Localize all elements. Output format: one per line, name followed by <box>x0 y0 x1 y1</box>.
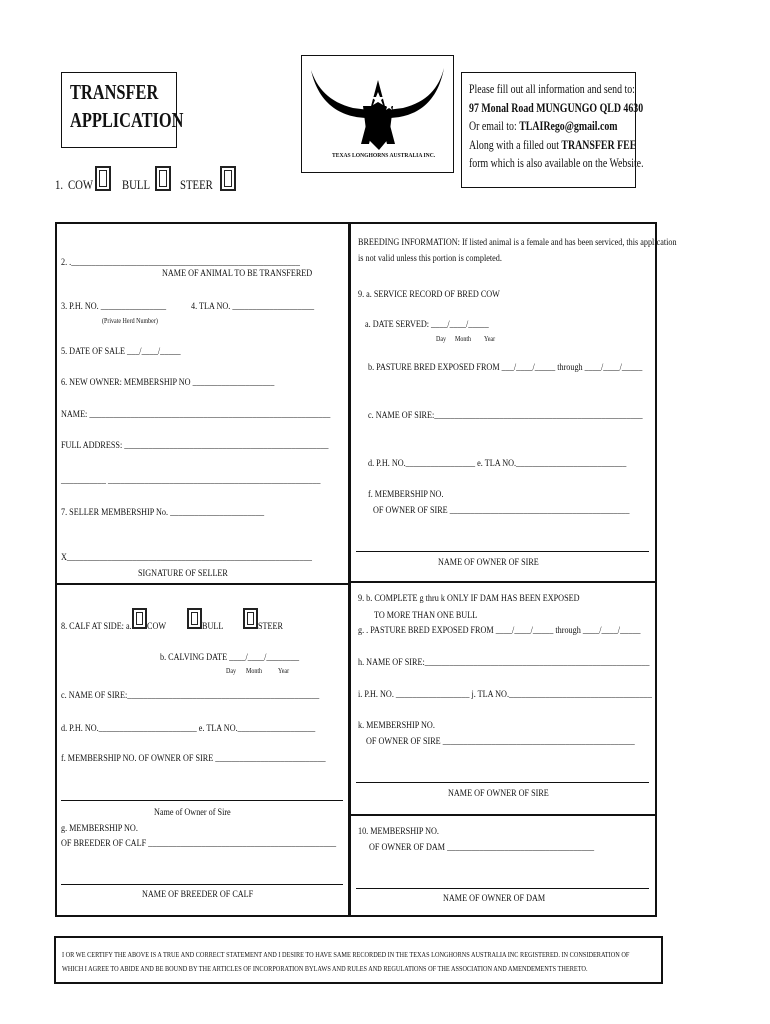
animal-type-cow-label: COW <box>68 178 94 192</box>
ph-no-sublabel: (Private Herd Number) <box>102 317 158 325</box>
calving-year-label: Year <box>278 667 290 675</box>
animal-type-steer-label: STEER <box>180 178 213 192</box>
multi-sire-owner-membership-field[interactable]: OF OWNER OF SIRE _______________________________________________ <box>366 737 635 747</box>
multi-bull-heading-1: 9. b. COMPLETE g thru k ONLY IF DAM HAS BEEN EXPOSED <box>358 594 580 604</box>
calf-bull-checkbox[interactable] <box>187 608 202 629</box>
multi-sire-membership-label: k. MEMBERSHIP NO. <box>358 721 435 731</box>
calf-cow-checkbox[interactable] <box>132 608 147 629</box>
breeder-name-line[interactable] <box>61 884 343 885</box>
logo-text: TEXAS LONGHORNS AUSTRALIA INC. <box>332 152 436 159</box>
certification-line1: I OR WE CERTIFY THE ABOVE IS A TRUE AND CORRECT STATEMENT AND I DESIRE TO HAVE SAME RECORDED IN THE TEXAS LONGHORNS AUSTRALIA INC REGISTERED. IN CONSIDERATION OF <box>62 950 630 959</box>
multi-sire-name-field[interactable]: h. NAME OF SIRE:_______________________________________________________ <box>358 658 650 668</box>
dam-membership-label: 10. MEMBERSHIP NO. <box>358 827 439 837</box>
certification-line2: WHICH I AGREE TO ABIDE AND BE BOUND BY THE ARTICLES OF INCORPORATION BYLAWS AND RULES AND REGULATIONS OF THE ASSOCIATION AND AMENDEMENTS THERETO. <box>62 964 588 973</box>
new-owner-membership-field[interactable]: 6. NEW OWNER: MEMBERSHIP NO ____________________ <box>61 378 275 388</box>
date-served-month-label: Month <box>455 335 472 343</box>
seller-membership-field[interactable]: 7. SELLER MEMBERSHIP No. _______________________ <box>61 508 265 518</box>
fee-prefix: Along with a filled out <box>469 137 562 152</box>
certification-box <box>54 936 663 984</box>
dam-owner-name-label: NAME OF OWNER OF DAM <box>443 894 546 904</box>
animal-name-field[interactable]: 2. .________________________________________________________ <box>61 258 300 268</box>
seller-signature-label: SIGNATURE OF SELLER <box>138 569 228 579</box>
transfer-fee-text: TRANSFER FEE <box>561 137 637 152</box>
calf-sire-name-field[interactable]: c. NAME OF SIRE:_______________________________________________ <box>61 691 320 701</box>
pasture-bred-field[interactable]: b. PASTURE BRED EXPOSED FROM ___/____/_____ through ____/____/_____ <box>368 363 643 373</box>
seller-signature-field[interactable]: X____________________________________________________________ <box>61 553 313 563</box>
calving-day-label: Day <box>226 667 237 675</box>
calf-bull-label: BULL <box>202 622 224 632</box>
date-served-day-label: Day <box>436 335 447 343</box>
calf-sire-owner-name-line[interactable] <box>61 800 343 801</box>
calf-steer-checkbox[interactable] <box>243 608 258 629</box>
calf-at-side-label: 8. CALF AT SIDE: a. <box>61 622 132 632</box>
multi-pasture-bred-field[interactable]: g. . PASTURE BRED EXPOSED FROM ____/____/_____ through ____/____/_____ <box>358 626 641 636</box>
bull-checkbox[interactable] <box>155 166 171 191</box>
breeding-info-line2: is not valid unless this portion is completed. <box>358 254 502 264</box>
left-section-divider-1 <box>56 583 349 585</box>
sire-owner-name-line[interactable] <box>356 551 649 552</box>
tla-no-field[interactable]: 4. TLA NO. ____________________ <box>191 302 315 312</box>
calf-steer-label: STEER <box>258 622 283 632</box>
multi-sire-owner-name-line[interactable] <box>356 782 649 783</box>
calf-sire-owner-membership-field[interactable]: f. MEMBERSHIP NO. OF OWNER OF SIRE ___________________________ <box>61 754 326 764</box>
calving-date-field[interactable]: b. CALVING DATE ____/____/________ <box>160 653 300 663</box>
date-of-sale-field[interactable]: 5. DATE OF SALE ___/____/_____ <box>61 347 181 357</box>
fee-line <box>469 136 644 155</box>
calf-sire-ph-tla-field[interactable]: d. P.H. NO.________________________ e. TLA NO.___________________ <box>61 724 316 734</box>
multi-sire-ph-tla-field[interactable]: i. P.H. NO. __________________ j. TLA NO.___________________________________ <box>358 690 652 700</box>
sire-name-field[interactable]: c. NAME OF SIRE:___________________________________________________ <box>368 411 643 421</box>
date-served-field[interactable]: a. DATE SERVED: ____/____/_____ <box>365 320 489 330</box>
instructions <box>469 80 644 173</box>
full-address-field[interactable]: FULL ADDRESS: __________________________________________________ <box>61 441 329 451</box>
form-title-line1: TRANSFER <box>70 80 159 104</box>
animal-name-label: NAME OF ANIMAL TO BE TRANSFERED <box>162 269 313 279</box>
dam-owner-membership-field[interactable]: OF OWNER OF DAM ____________________________________ <box>369 843 595 853</box>
vertical-divider <box>348 224 351 915</box>
sire-membership-label: f. MEMBERSHIP NO. <box>368 490 444 500</box>
multi-sire-owner-name-label: NAME OF OWNER OF SIRE <box>448 789 549 799</box>
sire-ph-tla-field[interactable]: d. P.H. NO._________________ e. TLA NO.___________________________ <box>368 459 627 469</box>
form-title-line2: APPLICATION <box>70 108 184 132</box>
breeding-info-line1: BREEDING INFORMATION: If listed animal is a female and has been serviced, this application <box>358 238 677 248</box>
calving-month-label: Month <box>246 667 263 675</box>
full-address-field-2[interactable]: ___________ ____________________________________________________ <box>61 476 321 486</box>
mailing-address: 97 Monal Road MUNGUNGO QLD 4630 <box>469 100 644 115</box>
new-owner-name-field[interactable]: NAME: ___________________________________________________________ <box>61 410 331 420</box>
animal-type-number: 1. <box>55 178 64 192</box>
ph-no-field[interactable]: 3. P.H. NO. ________________ <box>61 302 167 312</box>
dam-owner-name-line[interactable] <box>356 888 649 889</box>
sire-owner-name-label: NAME OF OWNER OF SIRE <box>438 558 539 568</box>
service-record-heading: 9. a. SERVICE RECORD OF BRED COW <box>358 290 500 300</box>
date-served-year-label: Year <box>484 335 496 343</box>
email-line <box>469 117 644 136</box>
email-prefix: Or email to: <box>469 119 520 133</box>
breeder-membership-field[interactable]: OF BREEDER OF CALF ______________________________________________ <box>61 839 337 849</box>
multi-bull-heading-2: TO MORE THAN ONE BULL <box>374 611 478 621</box>
sire-owner-membership-field[interactable]: OF OWNER OF SIRE ____________________________________________ <box>373 506 630 516</box>
breeder-membership-label: g. MEMBERSHIP NO. <box>61 824 138 834</box>
right-section-divider-1 <box>350 581 655 583</box>
calf-sire-owner-name-label: Name of Owner of Sire <box>154 808 231 818</box>
instructions-line5: form which is also available on the Website. <box>469 156 644 170</box>
cow-checkbox[interactable] <box>95 166 111 191</box>
animal-type-bull-label: BULL <box>122 178 151 192</box>
calf-cow-label: COW <box>147 622 167 632</box>
right-section-divider-2 <box>350 814 655 816</box>
breeder-name-label: NAME OF BREEDER OF CALF <box>142 890 254 900</box>
email-address[interactable]: TLAIRego@gmail.com <box>519 119 618 133</box>
instructions-line1: Please fill out all information and send to: <box>469 82 635 96</box>
steer-checkbox[interactable] <box>220 166 236 191</box>
